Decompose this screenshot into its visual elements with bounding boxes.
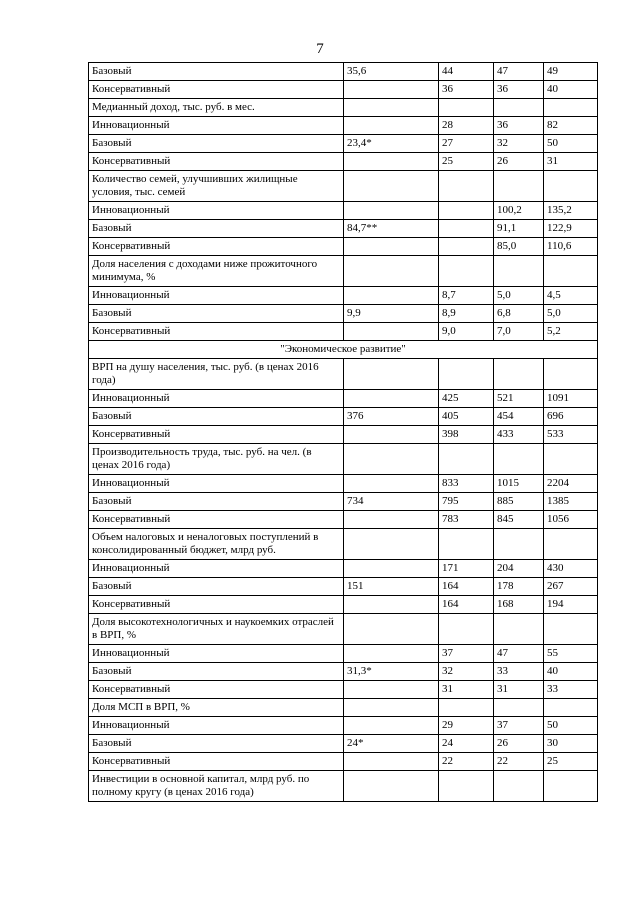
base-value (344, 81, 439, 99)
table-row (89, 117, 598, 135)
row-label: Базовый (89, 305, 344, 323)
table-row (89, 408, 598, 426)
value-col-3 (439, 220, 494, 238)
value-col-3: 164 (439, 578, 494, 596)
base-value (344, 323, 439, 341)
value-col-5: 110,6 (544, 238, 598, 256)
value-col-3 (439, 771, 494, 802)
value-col-3: 398 (439, 426, 494, 444)
table-row (89, 390, 598, 408)
table-row (89, 202, 598, 220)
row-label: Доля МСП в ВРП, % (89, 699, 344, 717)
value-col-4 (494, 171, 544, 202)
value-col-5: 135,2 (544, 202, 598, 220)
table-row (89, 681, 598, 699)
table-row (89, 171, 598, 202)
row-label: Доля населения с доходами ниже прожиточного минимума, % (89, 256, 344, 287)
base-value (344, 681, 439, 699)
value-col-3 (439, 614, 494, 645)
value-col-3: 44 (439, 63, 494, 81)
value-col-5: 194 (544, 596, 598, 614)
value-col-5: 33 (544, 681, 598, 699)
value-col-4: 36 (494, 117, 544, 135)
table-row (89, 645, 598, 663)
table-row (89, 287, 598, 305)
value-col-5: 122,9 (544, 220, 598, 238)
value-col-4: 454 (494, 408, 544, 426)
value-col-4: 100,2 (494, 202, 544, 220)
value-col-3 (439, 99, 494, 117)
value-col-5 (544, 614, 598, 645)
row-label: Консервативный (89, 81, 344, 99)
value-col-5: 1056 (544, 511, 598, 529)
base-value: 9,9 (344, 305, 439, 323)
value-col-5: 533 (544, 426, 598, 444)
row-label: Инвестиции в основной капитал, млрд руб. по полному кругу (в ценах 2016 года) (89, 771, 344, 802)
value-col-3: 9,0 (439, 323, 494, 341)
row-label: Количество семей, улучшивших жилищные условия, тыс. семей (89, 171, 344, 202)
value-col-4 (494, 771, 544, 802)
value-col-3 (439, 699, 494, 717)
value-col-3: 28 (439, 117, 494, 135)
row-label: Инновационный (89, 475, 344, 493)
row-label: Базовый (89, 663, 344, 681)
page-number: 7 (316, 41, 324, 57)
row-label: Инновационный (89, 717, 344, 735)
base-value (344, 426, 439, 444)
value-col-4: 37 (494, 717, 544, 735)
row-label: Консервативный (89, 753, 344, 771)
value-col-4: 22 (494, 753, 544, 771)
base-value (344, 529, 439, 560)
value-col-4: 885 (494, 493, 544, 511)
base-value (344, 753, 439, 771)
value-col-4 (494, 256, 544, 287)
base-value: 31,3* (344, 663, 439, 681)
section-row (89, 341, 598, 359)
row-label: Консервативный (89, 426, 344, 444)
value-col-3: 405 (439, 408, 494, 426)
value-col-3 (439, 256, 494, 287)
table-row (89, 305, 598, 323)
value-col-3: 8,7 (439, 287, 494, 305)
section-title: "Экономическое развитие" (89, 341, 598, 359)
table-row (89, 238, 598, 256)
value-col-3 (439, 238, 494, 256)
value-col-3 (439, 359, 494, 390)
value-col-5: 49 (544, 63, 598, 81)
base-value (344, 444, 439, 475)
value-col-4: 36 (494, 81, 544, 99)
row-label: Базовый (89, 220, 344, 238)
row-label: Инновационный (89, 287, 344, 305)
table-row (89, 493, 598, 511)
value-col-4: 6,8 (494, 305, 544, 323)
base-value: 151 (344, 578, 439, 596)
row-label: Инновационный (89, 390, 344, 408)
table-row (89, 735, 598, 753)
value-col-4: 85,0 (494, 238, 544, 256)
table-row (89, 256, 598, 287)
table-row (89, 63, 598, 81)
base-value (344, 390, 439, 408)
base-value (344, 511, 439, 529)
value-col-5: 267 (544, 578, 598, 596)
value-col-5: 5,0 (544, 305, 598, 323)
base-value (344, 287, 439, 305)
row-label: Объем налоговых и неналоговых поступлений в консолидированный бюджет, млрд руб. (89, 529, 344, 560)
row-label: Базовый (89, 578, 344, 596)
row-label: Базовый (89, 408, 344, 426)
row-label: Инновационный (89, 202, 344, 220)
value-col-3 (439, 529, 494, 560)
value-col-4 (494, 529, 544, 560)
table-row (89, 153, 598, 171)
value-col-5: 30 (544, 735, 598, 753)
value-col-3: 32 (439, 663, 494, 681)
value-col-4: 845 (494, 511, 544, 529)
value-col-4: 7,0 (494, 323, 544, 341)
base-value (344, 771, 439, 802)
row-label: Базовый (89, 493, 344, 511)
value-col-4: 26 (494, 735, 544, 753)
value-col-4 (494, 444, 544, 475)
value-col-3: 27 (439, 135, 494, 153)
table-row (89, 359, 598, 390)
row-label: Консервативный (89, 681, 344, 699)
table-row (89, 614, 598, 645)
value-col-5: 50 (544, 135, 598, 153)
base-value (344, 645, 439, 663)
value-col-3: 22 (439, 753, 494, 771)
value-col-5: 4,5 (544, 287, 598, 305)
table-row (89, 511, 598, 529)
value-col-4: 32 (494, 135, 544, 153)
base-value: 84,7** (344, 220, 439, 238)
table-row (89, 578, 598, 596)
value-col-3 (439, 444, 494, 475)
row-label: Доля высокотехнологичных и наукоемких отраслей в ВРП, % (89, 614, 344, 645)
base-value (344, 256, 439, 287)
value-col-5: 1091 (544, 390, 598, 408)
base-value (344, 117, 439, 135)
value-col-3: 25 (439, 153, 494, 171)
value-col-4 (494, 699, 544, 717)
value-col-4: 204 (494, 560, 544, 578)
value-col-4 (494, 359, 544, 390)
row-label: Базовый (89, 135, 344, 153)
base-value (344, 699, 439, 717)
value-col-4: 5,0 (494, 287, 544, 305)
value-col-4: 31 (494, 681, 544, 699)
table-row (89, 663, 598, 681)
value-col-5 (544, 444, 598, 475)
value-col-4 (494, 614, 544, 645)
base-value: 23,4* (344, 135, 439, 153)
value-col-5 (544, 529, 598, 560)
base-value (344, 171, 439, 202)
value-col-3: 171 (439, 560, 494, 578)
value-col-5: 1385 (544, 493, 598, 511)
value-col-5: 430 (544, 560, 598, 578)
base-value (344, 596, 439, 614)
table-row (89, 475, 598, 493)
value-col-5: 40 (544, 663, 598, 681)
value-col-3 (439, 202, 494, 220)
value-col-3: 425 (439, 390, 494, 408)
value-col-5 (544, 359, 598, 390)
table-row (89, 323, 598, 341)
value-col-5: 55 (544, 645, 598, 663)
value-col-4: 26 (494, 153, 544, 171)
table-row (89, 596, 598, 614)
base-value (344, 202, 439, 220)
base-value (344, 359, 439, 390)
value-col-5 (544, 771, 598, 802)
row-label: Консервативный (89, 238, 344, 256)
row-label: Инновационный (89, 645, 344, 663)
base-value (344, 614, 439, 645)
table-row (89, 135, 598, 153)
row-label: Консервативный (89, 323, 344, 341)
value-col-3: 164 (439, 596, 494, 614)
value-col-4: 47 (494, 645, 544, 663)
value-col-4: 178 (494, 578, 544, 596)
value-col-3: 24 (439, 735, 494, 753)
base-value (344, 153, 439, 171)
table-row (89, 699, 598, 717)
value-col-3: 795 (439, 493, 494, 511)
value-col-4: 1015 (494, 475, 544, 493)
value-col-3: 8,9 (439, 305, 494, 323)
value-col-4: 168 (494, 596, 544, 614)
value-col-5: 31 (544, 153, 598, 171)
table-row (89, 99, 598, 117)
value-col-3: 783 (439, 511, 494, 529)
base-value (344, 560, 439, 578)
row-label: Медианный доход, тыс. руб. в мес. (89, 99, 344, 117)
table-row (89, 771, 598, 802)
row-label: Инновационный (89, 560, 344, 578)
base-value: 35,6 (344, 63, 439, 81)
value-col-3: 36 (439, 81, 494, 99)
value-col-4: 33 (494, 663, 544, 681)
value-col-5: 5,2 (544, 323, 598, 341)
base-value (344, 238, 439, 256)
value-col-5 (544, 699, 598, 717)
value-col-4: 521 (494, 390, 544, 408)
table-row (89, 560, 598, 578)
value-col-3: 31 (439, 681, 494, 699)
table-row (89, 717, 598, 735)
value-col-4 (494, 99, 544, 117)
value-col-5: 696 (544, 408, 598, 426)
value-col-5: 2204 (544, 475, 598, 493)
value-col-5 (544, 171, 598, 202)
table-row (89, 426, 598, 444)
row-label: Производительность труда, тыс. руб. на чел. (в ценах 2016 года) (89, 444, 344, 475)
base-value: 734 (344, 493, 439, 511)
table-row (89, 444, 598, 475)
base-value (344, 99, 439, 117)
row-label: Консервативный (89, 153, 344, 171)
table-row (89, 220, 598, 238)
value-col-5 (544, 256, 598, 287)
value-col-5: 40 (544, 81, 598, 99)
table-row (89, 753, 598, 771)
row-label: Консервативный (89, 596, 344, 614)
base-value (344, 475, 439, 493)
value-col-3 (439, 171, 494, 202)
value-col-4: 47 (494, 63, 544, 81)
row-label: Инновационный (89, 117, 344, 135)
base-value: 376 (344, 408, 439, 426)
value-col-5: 82 (544, 117, 598, 135)
value-col-3: 29 (439, 717, 494, 735)
row-label: ВРП на душу населения, тыс. руб. (в ценах 2016 года) (89, 359, 344, 390)
row-label: Базовый (89, 735, 344, 753)
value-col-4: 91,1 (494, 220, 544, 238)
value-col-3: 37 (439, 645, 494, 663)
value-col-5: 50 (544, 717, 598, 735)
table-row (89, 529, 598, 560)
value-col-5: 25 (544, 753, 598, 771)
value-col-4: 433 (494, 426, 544, 444)
indicators-table (88, 62, 598, 802)
table-row (89, 81, 598, 99)
value-col-3: 833 (439, 475, 494, 493)
row-label: Базовый (89, 63, 344, 81)
value-col-5 (544, 99, 598, 117)
base-value (344, 717, 439, 735)
row-label: Консервативный (89, 511, 344, 529)
base-value: 24* (344, 735, 439, 753)
